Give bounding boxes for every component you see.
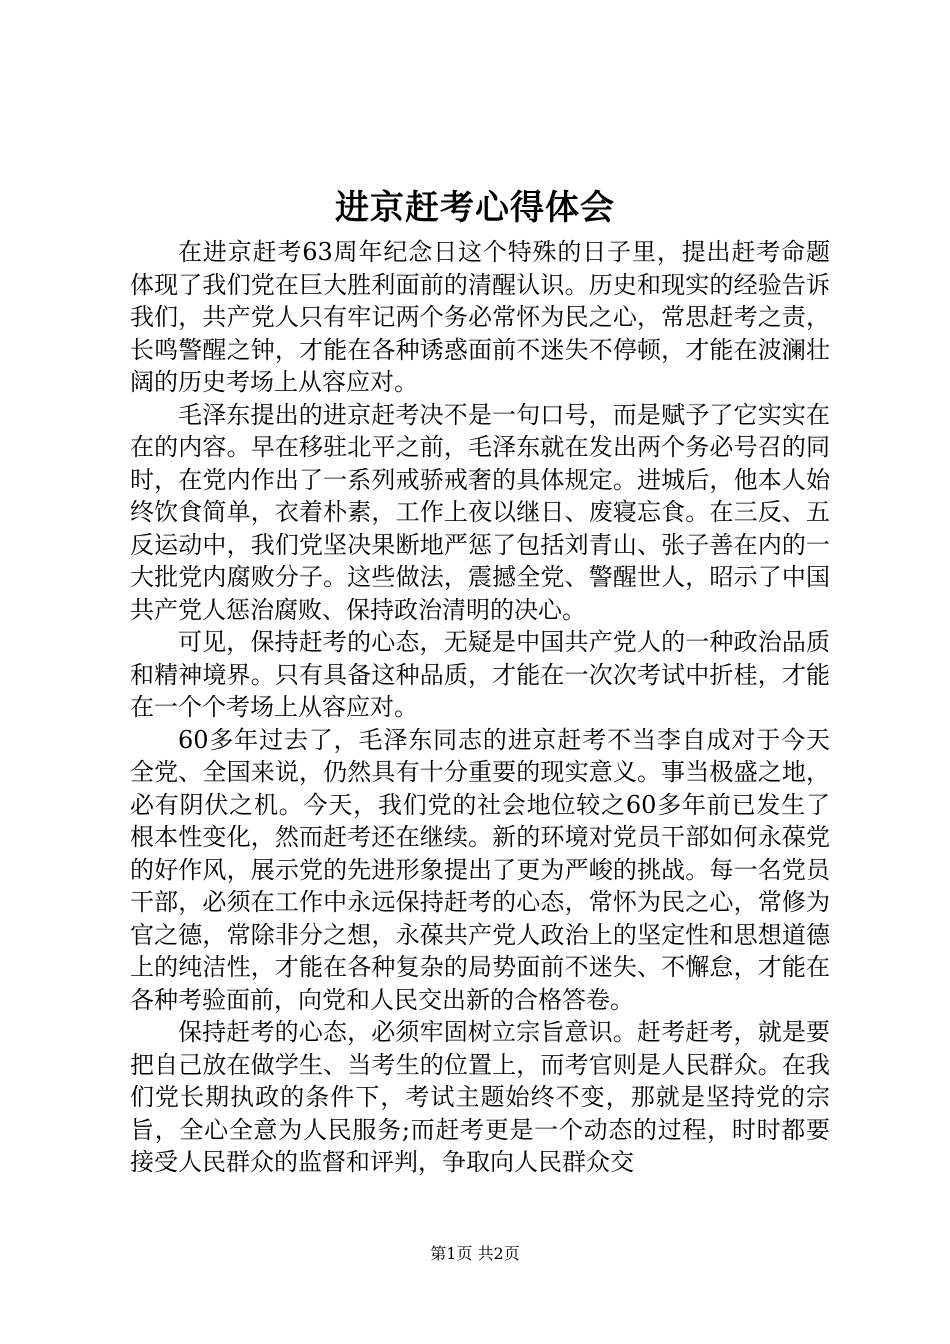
- document-title: 进京赶考心得体会: [335, 188, 615, 228]
- paragraph-5: 保持赶考的心态，必须牢固树立宗旨意识。赶考赶考，就是要把自己放在做学生、当考生的位置上，而考官则是人民群众。在我们党长期执政的条件下，考试主题始终不变，那就是坚持党的宗旨，全心全意为人民服务;而赶考更是一个动态的过程，时时都要接受人民群众的监督和评判，争取向人民群众交: [130, 1018, 830, 1176]
- paragraph-2: 毛泽东提出的进京赶考决不是一句口号，而是赋予了它实实在在的内容。早在移驻北平之前，毛泽东就在发出两个务必号召的同时，在党内作出了一系列戒骄戒奢的具体规定。进城后，他本人始终饮食简单，衣着朴素，工作上夜以继日、废寝忘食。在三反、五反运动中，我们党坚决果断地严惩了包括刘青山、张子善在内的一大批党内腐败分子。这些做法，震撼全党、警醒世人，昭示了中国共产党人惩治腐败、保持政治清明的决心。: [130, 400, 830, 624]
- paragraph-3: 可见，保持赶考的心态，无疑是中国共产党人的一种政治品质和精神境界。只有具备这种品质，才能在一次次考试中折桂，才能在一个个考场上从容应对。: [130, 628, 830, 721]
- paragraph-4: 60多年过去了，毛泽东同志的进京赶考不当李自成对于今天全党、全国来说，仍然具有十分重要的现实意义。事当极盛之地，必有阴伏之机。今天，我们党的社会地位较之60多年前已发生了根本性变化，然而赶考还在继续。新的环境对党员干部如何永葆党的好作风，展示党的先进形象提出了更为严峻的挑战。每一名党员干部，必须在工作中永远保持赶考的心态，常怀为民之心，常修为官之德，常除非分之想，永葆共产党人政治上的坚定性和思想道德上的纯洁性，才能在各种复杂的局势面前不迷失、不懈怠，才能在各种考验面前，向党和人民交出新的合格答卷。: [130, 725, 830, 1014]
- page-footer: 第1页 共2页: [430, 1244, 520, 1263]
- paragraph-1: 在进京赶考63周年纪念日这个特殊的日子里，提出赶考命题体现了我们党在巨大胜利面前的清醒认识。历史和现实的经验告诉我们，共产党人只有牢记两个务必常怀为民之心，常思赶考之责，长鸣警醒之钟，才能在各种诱惑面前不迷失不停顿，才能在波澜壮阔的历史考场上从容应对。: [130, 238, 830, 396]
- document-body: [130, 236, 830, 1179]
